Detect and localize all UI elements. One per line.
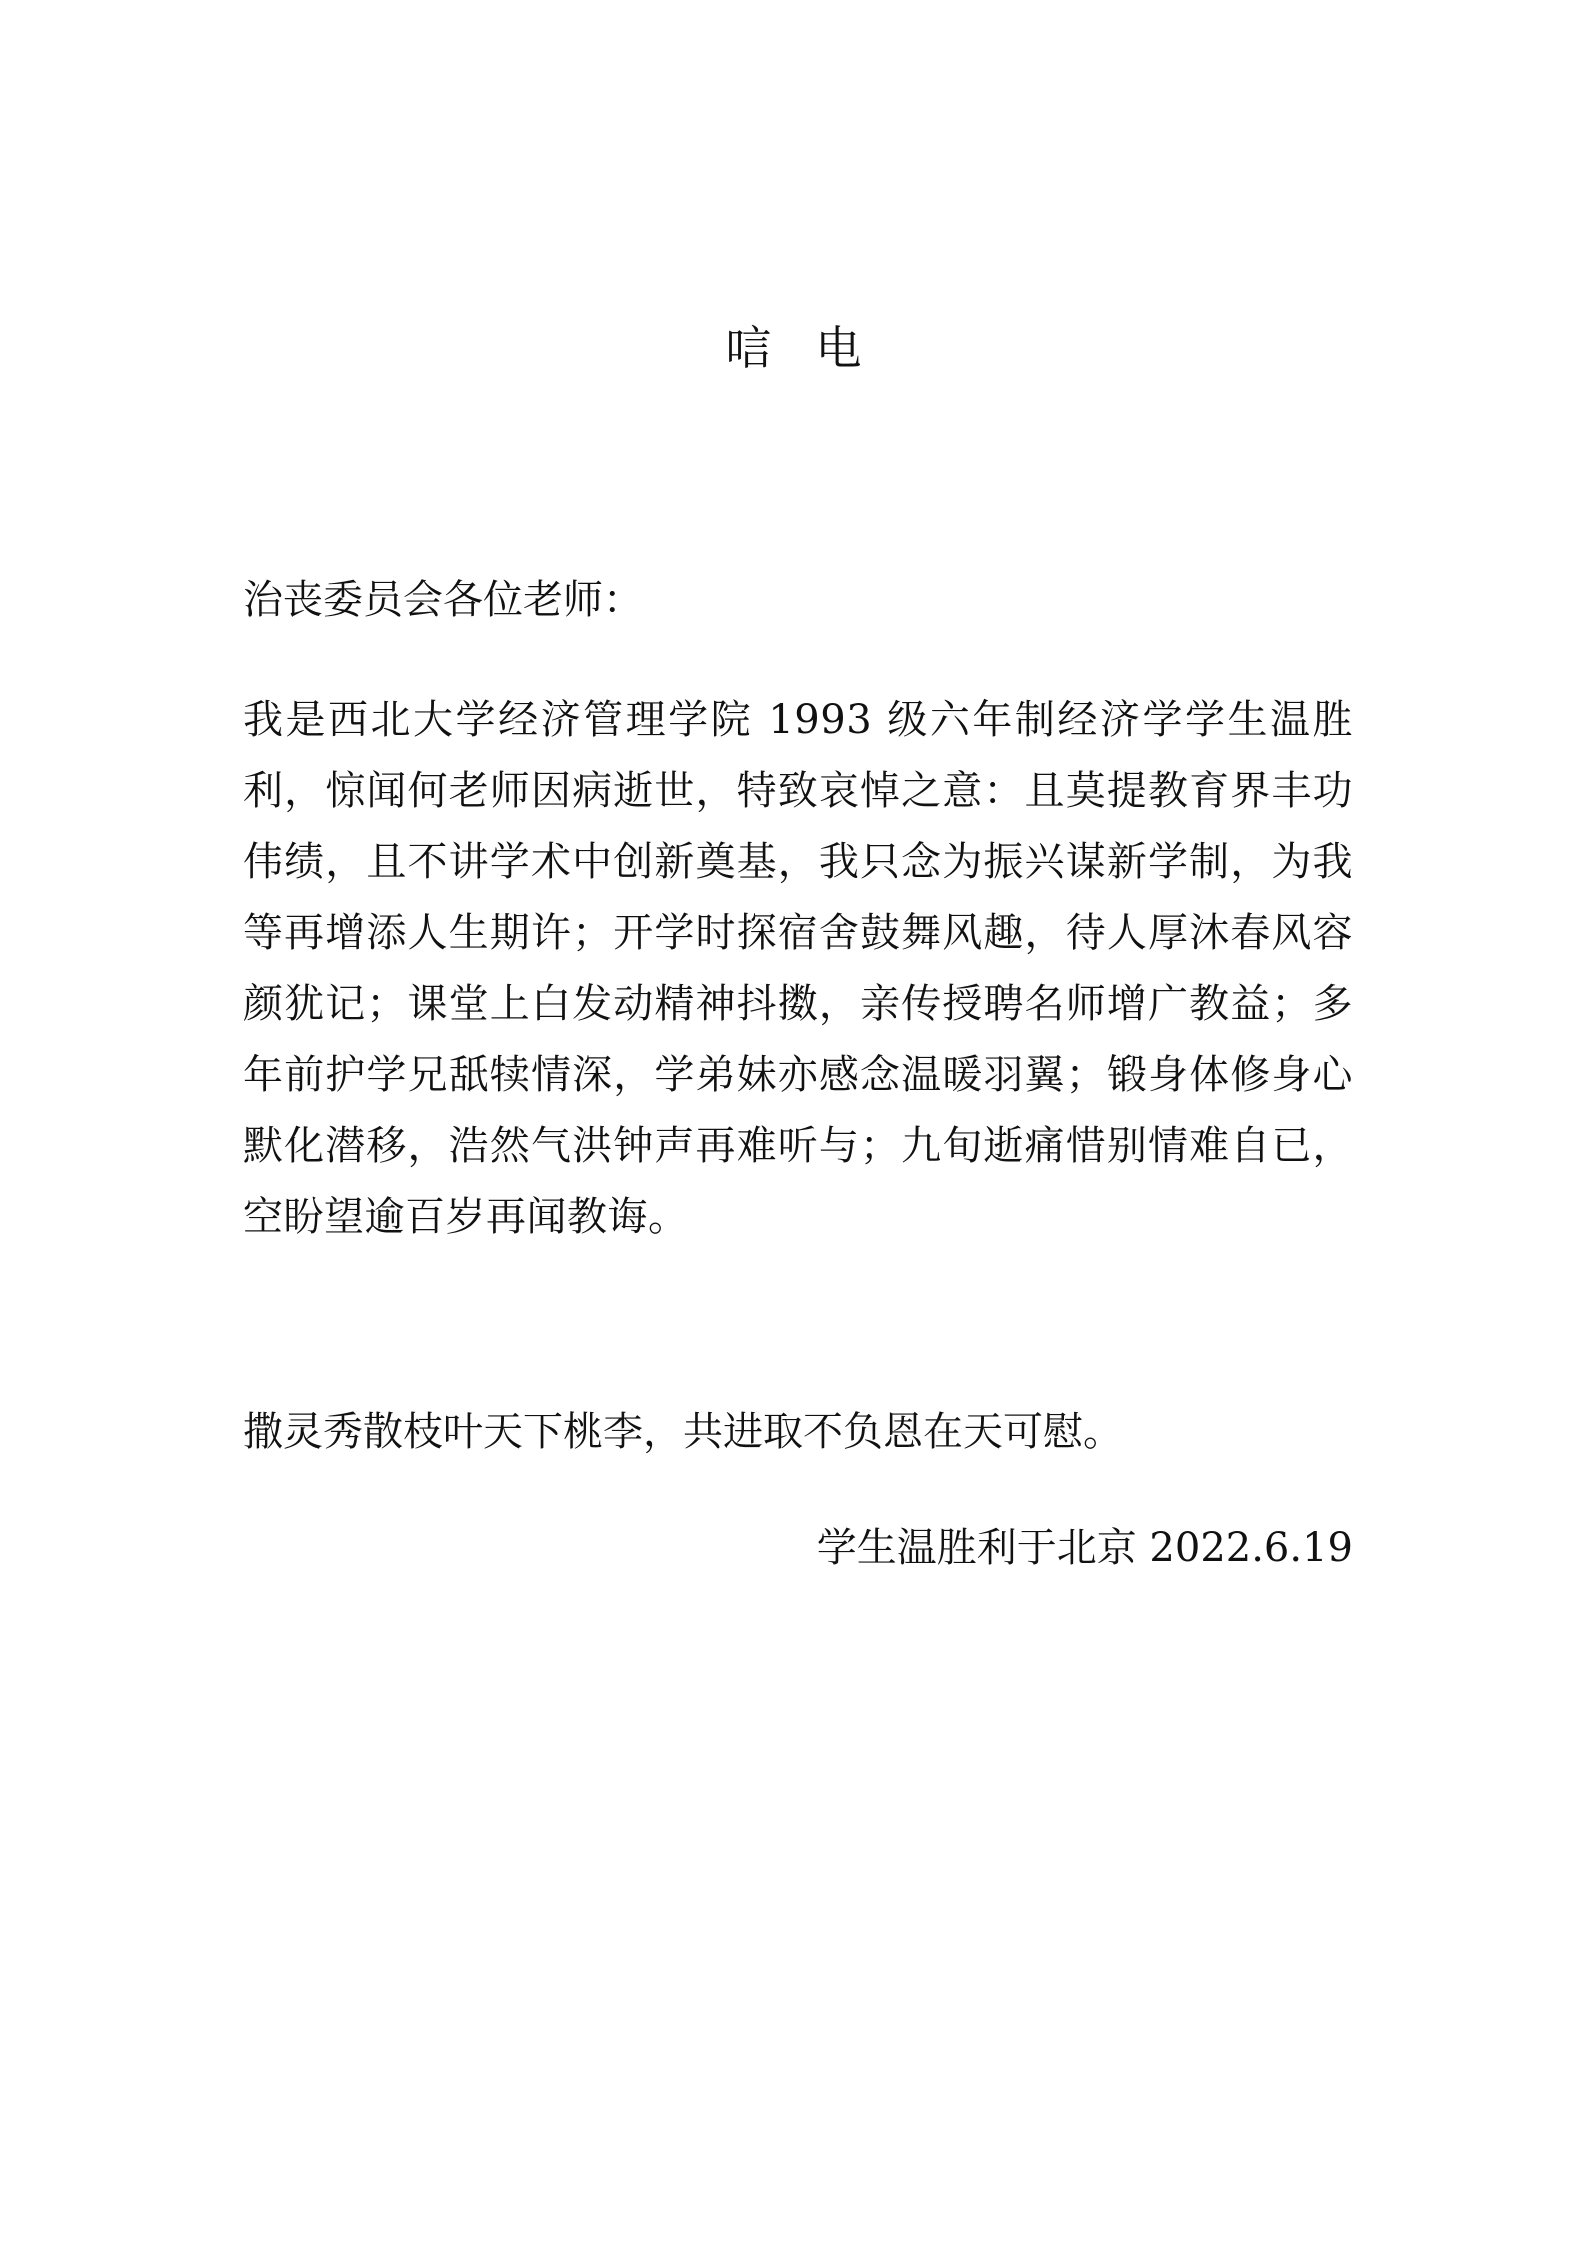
document-title: 唁电 [725,321,906,375]
signature: 学生温胜利于北京 2022.6.19 [816,1525,1353,1571]
salutation: 治丧委员会各位老师： [243,577,643,623]
body-paragraph: 我是西北大学经济管理学院 1993 级六年制经济学学生温胜利，惊闻何老师因病逝世，特致哀悼之意：且莫提教育界丰功伟绩，且不讲学术中创新奠基，我只念为振兴谋新学制，为我等再增添人生期许；开学时探宿舍鼓舞风趣，待人厚沐春风容颜犹记；课堂上白发动精神抖擞，亲传授聘名师增广教益；多年前护学兄舐犊情深，学弟妹亦感念温暖羽翼；锻身体修身心默化潜移，浩然气洪钟声再难听与；九旬逝痛惜别情难自已，空盼望逾百岁再闻教诲。 [243,697,1353,1240]
closing-line: 撒灵秀散枝叶天下桃李，共进取不负恩在天可慰。 [243,1409,1123,1455]
